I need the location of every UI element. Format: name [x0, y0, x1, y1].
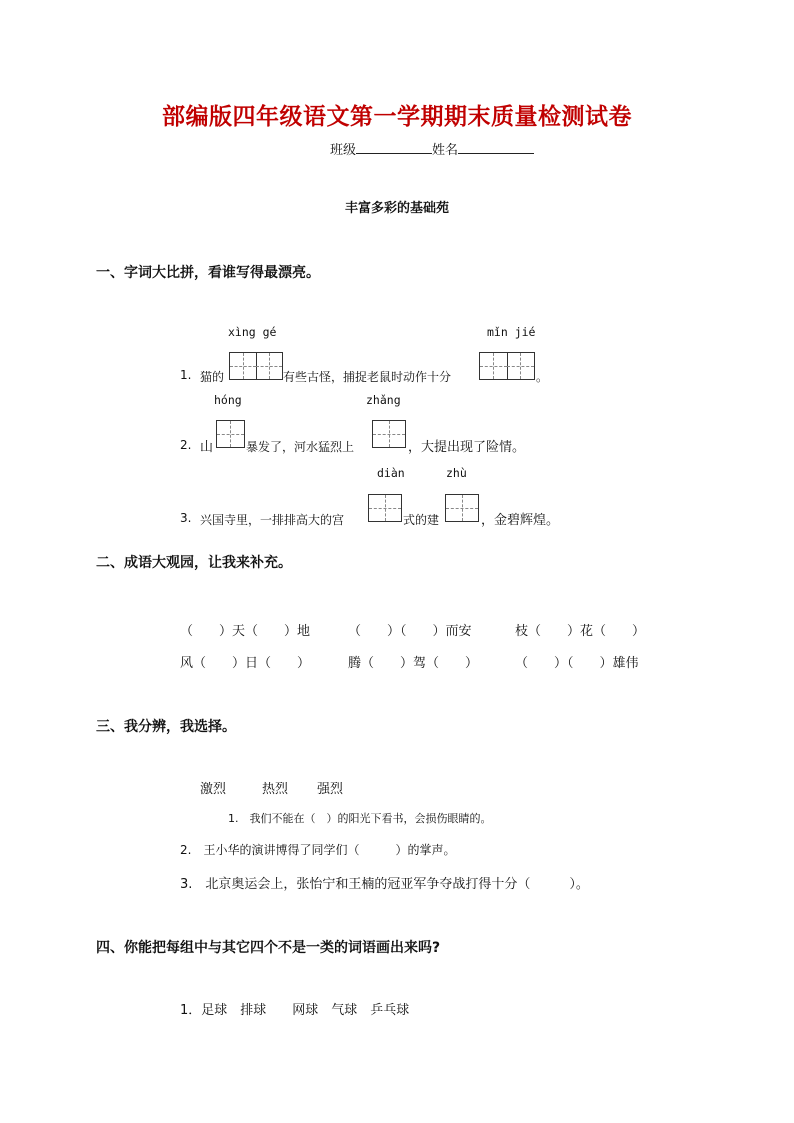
- q1-item1-pinyin-a: xìng gé: [228, 325, 277, 339]
- q3-sentence-2: 2. 王小华的演讲博得了同学们（ ）的掌声。: [180, 843, 456, 857]
- q2-idiom-3: 枝（ ）花（ ）: [515, 624, 646, 639]
- q1-item2-text-2: 暴发了，河水猛烈上: [246, 440, 355, 454]
- q1-item3-pinyin-b: zhù: [446, 466, 467, 480]
- q1-item2-char-grid-b[interactable]: [372, 420, 406, 448]
- q1-item2-char-grid-a[interactable]: [216, 420, 245, 448]
- q2-idiom-1: （ ）天（ ）地: [180, 624, 311, 639]
- q1-item1-char-grid-a[interactable]: [229, 352, 283, 380]
- q2-idiom-5: 腾（ ）驾（ ）: [348, 656, 479, 671]
- q1-item1-text-2: 有些古怪，捕捉老鼠时动作十分: [283, 370, 452, 384]
- q2-idiom-6: （ ）（ ）雄伟: [515, 656, 639, 671]
- name-blank[interactable]: [458, 141, 534, 154]
- q1-heading: 一、字词大比拼，看谁写得最漂亮。: [96, 265, 320, 281]
- q1-item3-char-grid-b[interactable]: [445, 494, 479, 522]
- q1-item1-pinyin-b: mǐn jié: [487, 325, 536, 339]
- q1-item3-pinyin-a: diàn: [377, 466, 405, 480]
- class-blank[interactable]: [356, 141, 432, 154]
- student-info-line: [330, 139, 534, 158]
- q1-item2-pinyin-a: hóng: [214, 393, 242, 407]
- q1-item1-text-1: 猫的: [200, 370, 225, 384]
- q1-item3-text-1: 兴国寺里，一排排高大的宫: [200, 513, 345, 527]
- q1-item3-text-3: ，金碧辉煌。: [481, 513, 560, 528]
- q2-heading: 二、成语大观园，让我来补充。: [96, 555, 292, 571]
- q1-item2-text-3: ，大提出现了险情。: [408, 440, 526, 455]
- q3-word-1: 激烈: [200, 782, 227, 797]
- section-title: 丰富多彩的基础苑: [344, 201, 449, 216]
- class-label: 班级: [330, 143, 357, 158]
- q1-item1-number: 1.: [180, 368, 192, 382]
- q4-item-1: 1．足球 排球 网球 气球 乒乓球: [180, 1003, 410, 1018]
- q1-item1-text-3: 。: [536, 370, 549, 384]
- q4-heading: 四、你能把每组中与其它四个不是一类的词语画出来吗?: [96, 940, 441, 956]
- q1-item1-char-grid-b[interactable]: [479, 352, 535, 380]
- q1-item3-text-2: 式的建: [403, 513, 440, 527]
- q3-sentence-1: 1. 我们不能在（ ）的阳光下看书，会损伤眼睛的。: [228, 812, 492, 825]
- q1-item3-char-grid-a[interactable]: [368, 494, 402, 522]
- q1-item2-pinyin-b: zhǎng: [366, 393, 401, 407]
- q1-item3-number: 3.: [180, 511, 192, 525]
- q1-item2-number: 2.: [180, 438, 192, 452]
- q3-word-3: 强烈: [317, 782, 344, 797]
- q2-idiom-2: （ ）（ ）而安: [348, 624, 472, 639]
- name-label: 姓名: [432, 143, 459, 158]
- q1-item2-text-1: 山: [200, 440, 214, 455]
- q3-heading: 三、我分辨，我选择。: [96, 719, 236, 735]
- page-title: 部编版四年级语文第一学期期末质量检测试卷: [162, 104, 632, 130]
- q3-word-2: 热烈: [262, 782, 289, 797]
- q2-idiom-4: 风（ ）日（ ）: [180, 656, 311, 671]
- q3-sentence-3: 3. 北京奥运会上，张怡宁和王楠的冠亚军争夺战打得十分（ ）。: [180, 877, 589, 892]
